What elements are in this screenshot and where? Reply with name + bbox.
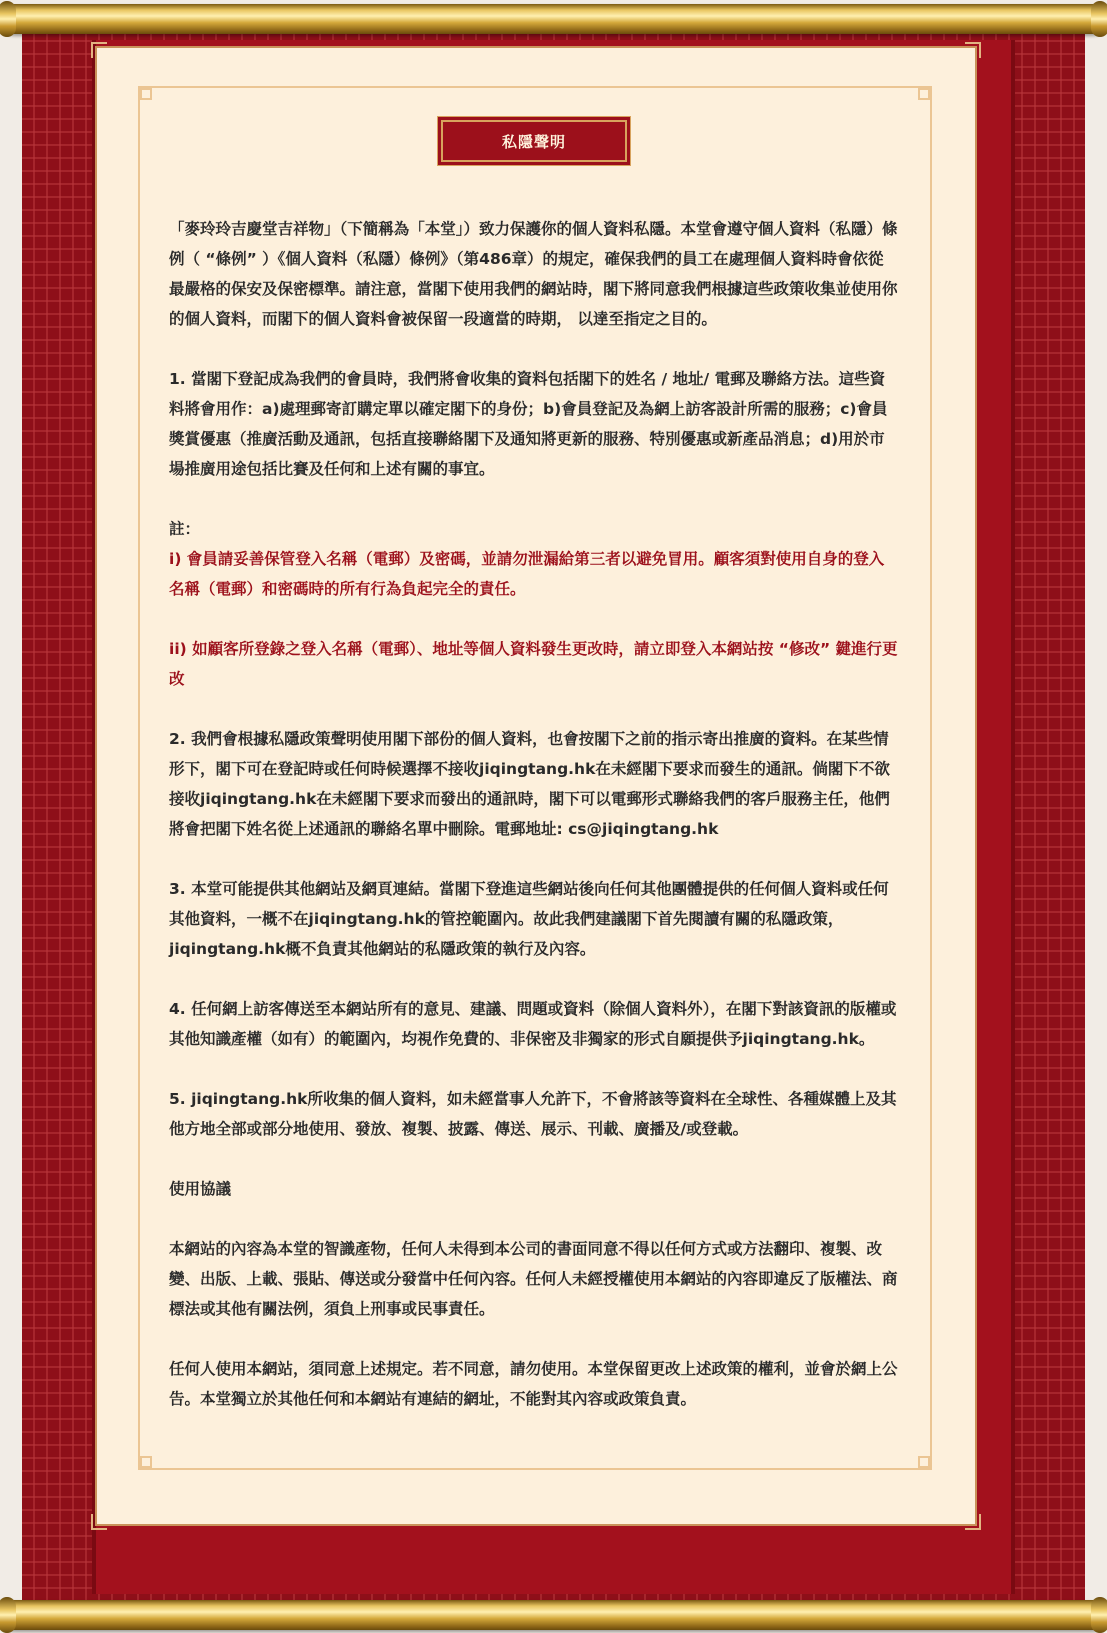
- scroll-rod-bottom: [0, 1600, 1107, 1630]
- corner-ornament: [91, 1514, 107, 1530]
- scroll-rod-top: [0, 4, 1107, 34]
- rod-cap-left: [0, 1, 16, 37]
- frame-corner: [140, 88, 152, 100]
- corner-ornament: [91, 42, 107, 58]
- note-i: i) 會員請妥善保管登入名稱（電郵）及密碼，並請勿泄漏給第三者以避免冒用。顧客須對使用自身的登入名稱（電郵）和密碼時的所有行為負起完全的責任。: [169, 550, 885, 598]
- corner-ornament: [965, 1514, 981, 1530]
- frame-corner: [918, 88, 930, 100]
- clause-3: 3. 本堂可能提供其他網站及網頁連結。當閣下登進這些網站後向任何其他團體提供的任何個人資料或任何其他資料，一概不在jiqingtang.hk的管控範圍內。故此我們建議閣下首先閱讀有關的私隱政策，jiqingtang.hk概不負責其他網站的私隱政策的執行及內容。: [169, 880, 889, 958]
- rod-cap-right: [1091, 1, 1107, 37]
- frame-corner: [918, 1456, 930, 1468]
- clause-5: 5. jiqingtang.hk所收集的個人資料，如未經當事人允許下，不會將該等資料在全球性、各種媒體上及其他方地全部或部分地使用、發放、複製、披露、傳送、展示、刊載、廣播及/或登載。: [169, 1090, 897, 1138]
- terms-paragraph: 本網站的內容為本堂的智識產物，任何人未得到本公司的書面同意不得以任何方式或方法翻印、複製、改變、出版、上載、張貼、傳送或分發當中任何內容。任何人未經授權使用本網站的內容即違反了版權法、商標法或其他有關法例，須負上刑事或民事責任。: [169, 1240, 898, 1318]
- closing-paragraph: 任何人使用本網站，須同意上述規定。若不同意，請勿使用。本堂保留更改上述政策的權利，並會於網上公告。本堂獨立於其他任何和本網站有連結的網址，不能對其內容或政策負責。: [169, 1360, 898, 1408]
- clause-1: 1. 當閣下登記成為我們的會員時，我們將會收集的資料包括閣下的姓名 / 地址/ 電郵及聯絡方法。這些資料將會用作：a)處理郵寄訂購定單以確定閣下的身份；b)會員登記及為網上訪客設計所需的服務；c)會員獎賞優惠（推廣活動及通訊，包括直接聯絡閣下及通知將更新的服務、特別優惠或新產品消息；d)用於市場推廣用途包括比賽及任何和上述有關的事宜。: [169, 370, 888, 478]
- privacy-content: [169, 214, 899, 1444]
- terms-heading: 使用協議: [169, 1180, 232, 1198]
- note-ii: ii) 如顧客所登錄之登入名稱（電郵）、地址等個人資料發生更改時，請立即登入本網站按 “修改” 鍵進行更改: [169, 640, 898, 688]
- frame-corner: [140, 1456, 152, 1468]
- clause-2: 2. 我們會根據私隱政策聲明使用閣下部份的個人資料，也會按閣下之前的指示寄出推廣的資料。在某些情形下，閣下可在登記時或任何時候選擇不接收jiqingtang.hk在未經閣下要求而發生的通訊。倘閣下不欲接收jiqingtang.hk在未經閣下要求而發出的通訊時，閣下可以電郵形式聯絡我們的客戶服務主任，他們將會把閣下姓名從上述通訊的聯絡名單中刪除。電郵地址: cs@jiqingtang.hk: [169, 730, 890, 838]
- rod-cap-right: [1091, 1597, 1107, 1633]
- clause-4: 4. 任何網上訪客傳送至本網站所有的意見、建議、問題或資料（除個人資料外），在閣下對該資訊的版權或其他知識產權（如有）的範圍內，均視作免費的、非保密及非獨家的形式自願提供予jiqingtang.hk。: [169, 1000, 897, 1048]
- note-label: 註：: [169, 520, 201, 538]
- corner-ornament: [965, 42, 981, 58]
- intro-paragraph: 「麥玲玲吉慶堂吉祥物」（下簡稱為「本堂」）致力保護你的個人資料私隱。本堂會遵守個人資料（私隱）條例（ “條例” ）《個人資料（私隱）條例》（第486章）的規定，確保我們的員工在處理個人資料時會依從最嚴格的保安及保密標準。請注意，當閣下使用我們的網站時，閣下將同意我們根據這些政策收集並使用你的個人資料，而閣下的個人資料會被保留一段適當的時期， 以達至指定之目的。: [169, 220, 898, 328]
- paper-panel: [97, 48, 975, 1524]
- rod-cap-left: [0, 1597, 16, 1633]
- page-title: 私隱聲明: [441, 120, 627, 162]
